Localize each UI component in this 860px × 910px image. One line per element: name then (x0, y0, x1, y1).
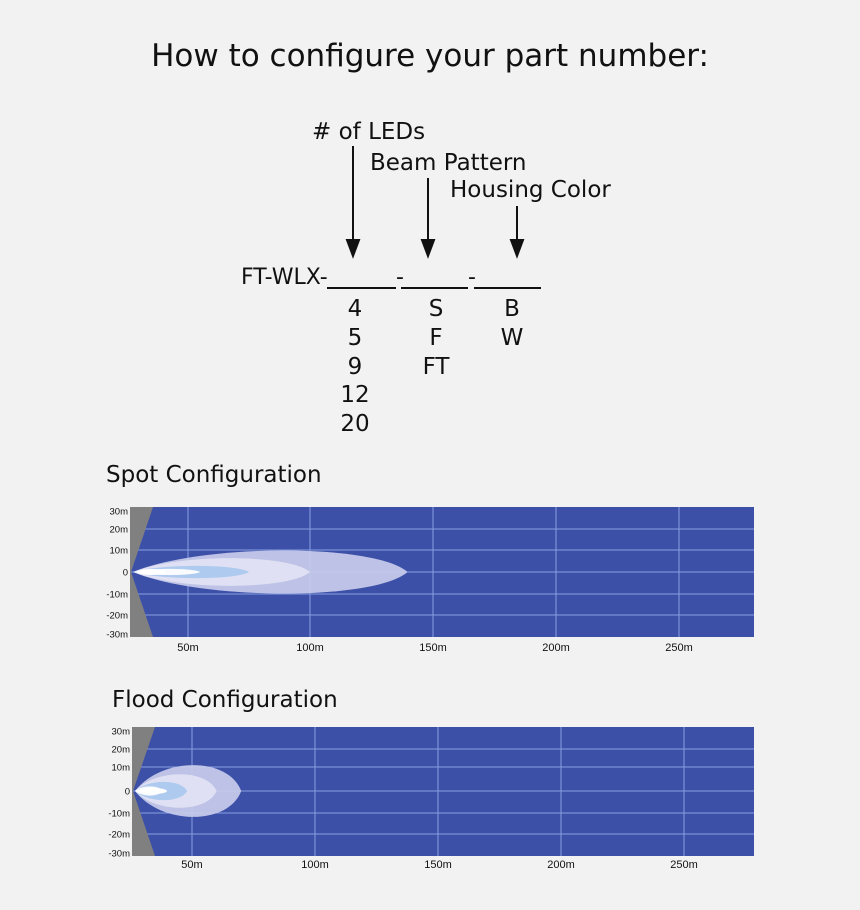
page-title: How to configure your part number: (151, 38, 709, 74)
flood-y-tick: 0 (124, 786, 130, 798)
flood-y-tick: 20m (111, 744, 130, 756)
beam-option: F (429, 325, 443, 351)
flood-x-tick: 150m (424, 859, 452, 871)
spot-x-tick: 200m (542, 642, 570, 654)
beam-option: FT (422, 354, 450, 380)
leds-label: # of LEDs (312, 119, 426, 145)
flood-y-tick: -30m (108, 848, 130, 860)
part-number-separator-2: - (468, 265, 476, 290)
spot-y-tick: 20m (109, 524, 128, 536)
housing-option: W (500, 325, 524, 351)
spot-configuration-title: Spot Configuration (106, 462, 322, 488)
part-number-prefix: FT-WLX- (241, 265, 328, 290)
spot-x-tick: 150m (419, 642, 447, 654)
led-option: 5 (347, 325, 363, 351)
spot-x-tick: 250m (665, 642, 693, 654)
spot-x-tick: 100m (296, 642, 324, 654)
flood-y-tick: -10m (108, 808, 130, 820)
housing-option: B (504, 296, 520, 322)
spot-y-tick: -20m (106, 610, 128, 622)
flood-x-tick: 100m (301, 859, 329, 871)
led-option: 20 (340, 411, 370, 437)
beam-pattern-label: Beam Pattern (370, 150, 527, 176)
flood-y-tick: 10m (111, 762, 130, 774)
led-option: 12 (340, 382, 370, 408)
flood-x-tick: 200m (547, 859, 575, 871)
spot-y-tick: 30m (109, 506, 128, 518)
housing-color-label: Housing Color (450, 177, 611, 203)
flood-y-tick: -20m (108, 829, 130, 841)
flood-x-tick: 50m (181, 859, 203, 871)
flood-y-tick: 30m (111, 726, 130, 738)
led-option: 4 (347, 296, 363, 322)
led-option: 9 (347, 354, 363, 380)
beam-option: S (428, 296, 444, 322)
spot-y-tick: -30m (106, 629, 128, 641)
flood-configuration-title: Flood Configuration (112, 687, 338, 713)
flood-beam-core (139, 788, 167, 794)
spot-y-tick: 0 (122, 567, 128, 579)
spot-y-tick: -10m (106, 589, 128, 601)
flood-x-tick: 250m (670, 859, 698, 871)
spot-y-tick: 10m (109, 545, 128, 557)
spot-x-tick: 50m (177, 642, 199, 654)
part-number-separator-1: - (396, 265, 404, 290)
